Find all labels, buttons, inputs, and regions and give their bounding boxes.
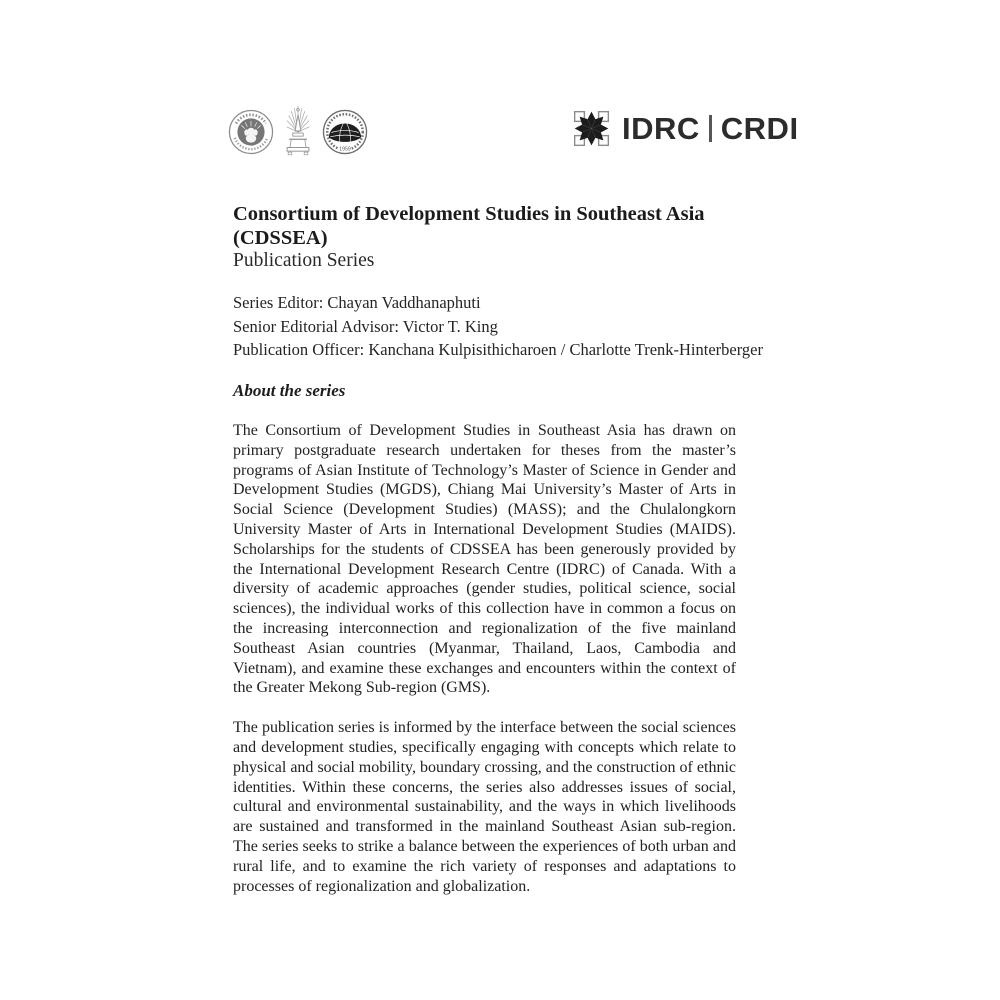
- series-editor-line: Series Editor: Chayan Vaddhanaphuti: [233, 293, 481, 312]
- chiang-mai-university-seal-icon: [228, 109, 274, 155]
- page-title-line1: Consortium of Development Studies in Southeast Asia: [233, 203, 705, 225]
- publication-officer-line: Publication Officer: Kanchana Kulpisithicharoen / Charlotte Trenk-Hinterberger: [233, 340, 763, 359]
- about-paragraph-1: The Consortium of Development Studies in Southeast Asia has drawn on primary postgraduate research undertaken for theses from the master’s programs of Asian Institute of Technology’s Master of Science in Gender and Development Studies (MGDS), Chiang Mai University’s Master of Arts in Social Science (Development Studies) (MASS); and the Chulalongkorn University Master of Arts in International Development Studies (MAIDS). Scholarships for the students of CDSSEA has been generously provided by the International Development Research Centre (IDRC) of Canada. With a diversity of academic approaches (gender studies, political science, social sciences), the individual works of this collection have in common a focus on the increasing interconnection and regionalization of the five mainland Southeast Asian countries (Myanmar, Thailand, Laos, Cambodia and Vietnam), and examine these exchanges and encounters within the context of the Greater Mekong Sub-region (GMS).: [233, 422, 736, 697]
- idrc-star-icon: [573, 110, 610, 147]
- asian-institute-of-technology-seal-icon: [322, 109, 368, 155]
- ait-year-label: 1959: [339, 146, 351, 153]
- idrc-divider: [709, 115, 712, 142]
- idrc-crdi-logo: [573, 110, 799, 147]
- crdi-wordmark: CRDI: [720, 111, 799, 146]
- editorial-credits: [233, 291, 763, 362]
- about-series-body: [233, 421, 736, 896]
- chulalongkorn-university-emblem-icon: [283, 103, 313, 161]
- page-title-line2: (CDSSEA): [233, 227, 328, 249]
- idrc-wordmark: IDRC: [622, 111, 700, 146]
- university-logos: [228, 102, 368, 162]
- about-series-heading: About the series: [233, 381, 346, 400]
- senior-editorial-advisor-line: Senior Editorial Advisor: Victor T. King: [233, 316, 498, 336]
- page-subtitle: Publication Series: [233, 250, 375, 271]
- about-paragraph-2: The publication series is informed by the interface between the social sciences and development studies, specifically engaging with concepts which relate to physical and social mobility, boundary crossing, and the construction of ethnic identities. Within these concerns, the series also addresses issues of social, cultural and environmental sustainability, and the ways in which livelihoods are sustained and transformed in the mainland Southeast Asian sub-region. The series seeks to strike a balance between the experiences of both urban and rural life, and to examine the rich variety of responses and adaptations to processes of regionalization and globalization.: [233, 719, 736, 895]
- page-title: [233, 202, 705, 250]
